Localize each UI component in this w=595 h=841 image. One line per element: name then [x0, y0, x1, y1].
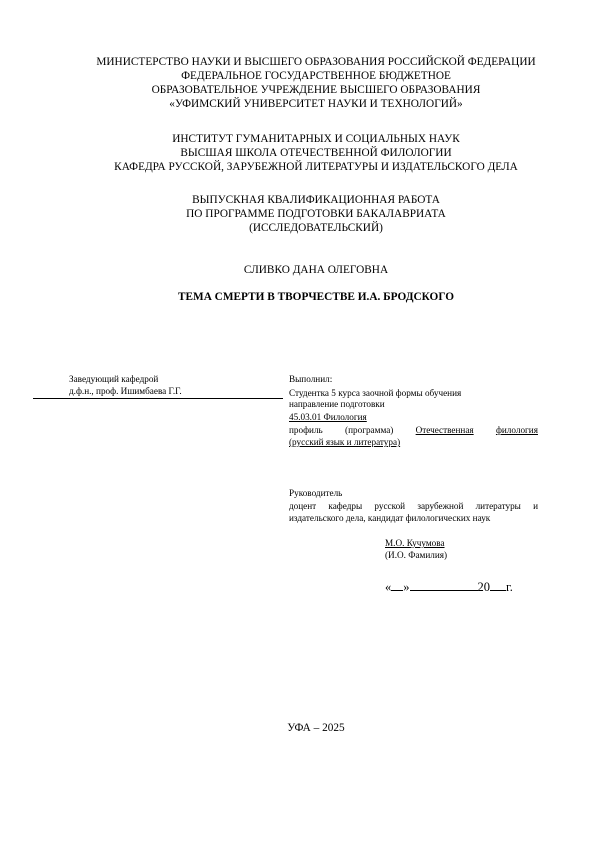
ministry-line: МИНИСТЕРСТВО НАУКИ И ВЫСШЕГО ОБРАЗОВАНИЯ РОССИЙСКОЙ ФЕДЕРАЦИИ — [96, 56, 536, 68]
profile-name-part2: филология — [495, 425, 538, 435]
direction-label: направление подготовки — [289, 399, 385, 409]
institution-type-line: ОБРАЗОВАТЕЛЬНОЕ УЧРЕЖДЕНИЕ ВЫСШЕГО ОБРАЗОВАНИЯ — [151, 84, 481, 96]
federal-line: ФЕДЕРАЛЬНОЕ ГОСУДАРСТВЕННОЕ БЮДЖЕТНОЕ — [181, 70, 451, 82]
date-close-quote: » — [403, 580, 410, 594]
profile-line — [289, 425, 538, 436]
work-type-line: ВЫПУСКНАЯ КВАЛИФИКАЦИОННАЯ РАБОТА — [192, 194, 440, 206]
university-name: «УФИМСКИЙ УНИВЕРСИТЕТ НАУКИ И ТЕХНОЛОГИЙ» — [169, 98, 463, 110]
supervisor-position-line2: издательского дела, кандидат филологических наук — [289, 513, 491, 523]
profile-name-part1: Отечественная — [415, 425, 474, 435]
profile-name-continuation: (русский язык и литература) — [289, 437, 401, 447]
year-blank — [490, 578, 506, 591]
position-word: русской — [374, 501, 406, 511]
supervisor-position-line1 — [289, 501, 538, 512]
student-info: Студентка 5 курса заочной формы обучения — [289, 388, 462, 398]
position-word: кафедры — [328, 501, 363, 511]
position-word: литературы — [475, 501, 521, 511]
completed-by-label: Выполнил: — [289, 374, 333, 384]
supervisor-name: М.О. Кучумова — [385, 538, 445, 548]
program-word: (программа) — [345, 425, 394, 435]
month-blank — [410, 578, 478, 591]
year-suffix: г. — [506, 580, 513, 594]
supervisor-name-hint: (И.О. Фамилия) — [385, 550, 448, 560]
signature-line — [33, 398, 283, 399]
position-word: и — [533, 501, 538, 511]
date-field — [385, 578, 513, 594]
author-name: СЛИВКО ДАНА ОЛЕГОВНА — [243, 264, 389, 276]
thesis-title: ТЕМА СМЕРТИ В ТВОРЧЕСТВЕ И.А. БРОДСКОГО — [177, 291, 455, 303]
position-word: зарубежной — [417, 501, 464, 511]
head-of-department-role: Заведующий кафедрой — [69, 374, 159, 384]
date-open-quote: « — [385, 580, 392, 594]
research-type-line: (ИССЛЕДОВАТЕЛЬСКИЙ) — [249, 222, 383, 234]
position-word: доцент — [289, 501, 317, 511]
head-of-department-name: д.ф.н., проф. Ишимбаева Г.Г. — [69, 386, 182, 396]
institute-name: ИНСТИТУТ ГУМАНИТАРНЫХ И СОЦИАЛЬНЫХ НАУК — [172, 133, 460, 145]
day-blank — [391, 578, 403, 591]
city-year: УФА – 2025 — [287, 722, 345, 734]
department-name: КАФЕДРА РУССКОЙ, ЗАРУБЕЖНОЙ ЛИТЕРАТУРЫ И ИЗДАТЕЛЬСКОГО ДЕЛА — [114, 161, 518, 173]
school-name: ВЫСШАЯ ШКОЛА ОТЕЧЕСТВЕННОЙ ФИЛОЛОГИИ — [180, 147, 452, 159]
program-line: ПО ПРОГРАММЕ ПОДГОТОВКИ БАКАЛАВРИАТА — [186, 208, 446, 220]
year-prefix: 20 — [477, 580, 490, 594]
direction-code: 45.03.01 Филология — [289, 412, 367, 422]
profile-word: профиль — [289, 425, 323, 435]
supervisor-label: Руководитель — [289, 488, 343, 498]
